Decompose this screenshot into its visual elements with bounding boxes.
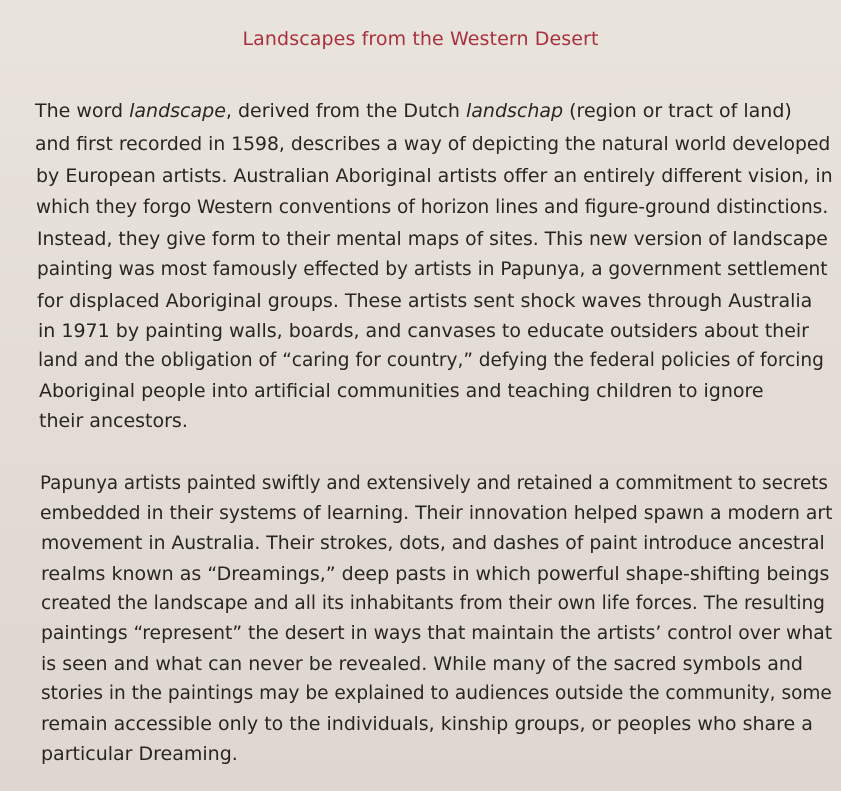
text-segment: The word xyxy=(35,100,130,122)
paragraph-2-line-6: paintings “represent” the desert in ways that maintain the artists’ control over what xyxy=(41,623,833,644)
page-title: Landscapes from the Western Desert xyxy=(242,28,599,50)
italic-term-landscape: landscape xyxy=(129,100,226,122)
paragraph-1-line-2: and first recorded in 1598, describes a way of depicting the natural world developed xyxy=(35,134,831,155)
paragraph-1-line-6: painting was most famously effected by artists in Papunya, a government settlement xyxy=(37,259,828,280)
italic-term-landschap: landschap xyxy=(465,100,564,122)
paragraph-2-line-5: created the landscape and all its inhabitants from their own life forces. The resulting xyxy=(41,593,825,614)
paragraph-2-line-8: stories in the paintings may be explained to audiences outside the community, some xyxy=(41,683,832,704)
paragraph-2-line-7: is seen and what can never be revealed. While many of the sacred symbols and xyxy=(41,653,803,675)
paragraph-2-line-3: movement in Australia. Their strokes, dots, and dashes of paint introduce ancestral xyxy=(41,533,825,554)
paragraph-2-line-2: embedded in their systems of learning. Their innovation helped spawn a modern art xyxy=(40,503,833,524)
text-segment: , derived from the Dutch xyxy=(225,100,466,122)
paragraph-1-line-9: land and the obligation of “caring for country,” defying the federal policies of forcing xyxy=(38,350,824,371)
text-segment: (region or tract of land) xyxy=(563,100,792,122)
paragraph-2-line-4: realms known as “Dreamings,” deep pasts in which powerful shape-shifting beings xyxy=(41,563,830,585)
paragraph-1-line-3: by European artists. Australian Aboriginal artists offer an entirely different vision, in xyxy=(36,165,833,187)
paragraph-1-line-5: Instead, they give form to their mental maps of sites. This new version of landscape xyxy=(37,229,828,250)
paragraph-2-line-10: particular Dreaming. xyxy=(41,743,238,765)
paragraph-1-line-7: for displaced Aboriginal groups. These artists sent shock waves through Australia xyxy=(37,290,813,312)
paragraph-2-line-1: Papunya artists painted swiftly and extensively and retained a commitment to secrets xyxy=(40,473,828,494)
paragraph-2-line-9: remain accessible only to the individuals, kinship groups, or peoples who share a xyxy=(41,713,813,735)
paragraph-1-line-11: their ancestors. xyxy=(39,410,188,432)
paragraph-1-line-4: which they forgo Western conventions of horizon lines and figure-ground distinctions. xyxy=(36,197,829,218)
paragraph-1-line-8: in 1971 by painting walls, boards, and canvases to educate outsiders about their xyxy=(38,320,809,342)
paragraph-1-line-1 xyxy=(35,98,792,124)
paragraph-1-line-10: Aboriginal people into artificial communities and teaching children to ignore xyxy=(39,380,764,402)
